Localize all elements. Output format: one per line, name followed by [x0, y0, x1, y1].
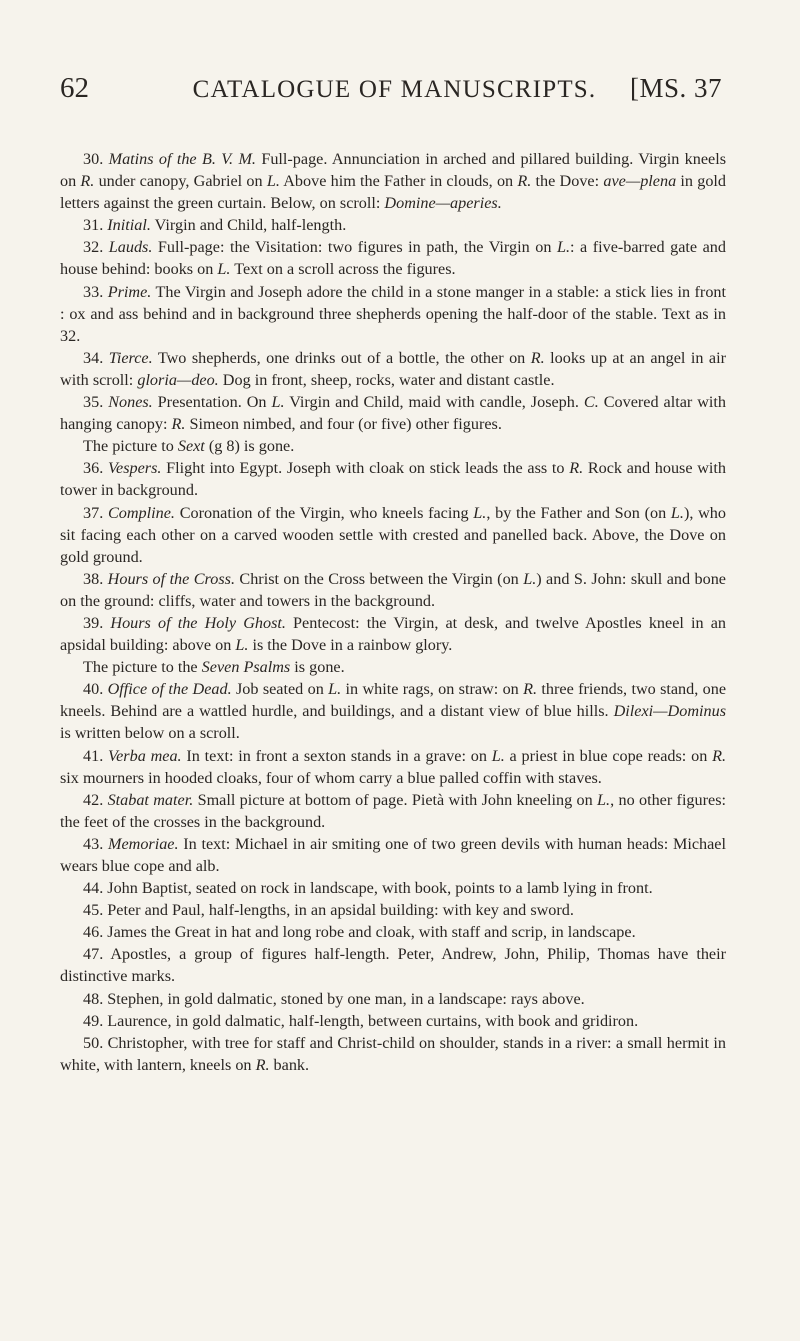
entry-number: 37.	[83, 503, 104, 522]
entry-heading: Lauds.	[108, 238, 153, 257]
entry-number: 40.	[83, 680, 104, 699]
entry-text: is written below on a scroll.	[60, 724, 240, 743]
page-number: 62	[60, 72, 89, 104]
entry-heading: Hours of the Cross.	[107, 569, 235, 588]
italic-text: R.	[523, 680, 538, 699]
entry-number: 31.	[83, 216, 104, 235]
entry-text: , no other figures: the feet of the crosses in the background.	[60, 790, 726, 831]
entry-number: 36.	[83, 459, 104, 478]
entry-text: Above him the Father in clouds, on	[279, 172, 518, 191]
entry-heading: Prime.	[107, 282, 152, 301]
catalogue-entry	[60, 833, 726, 877]
italic-text: L.	[271, 393, 285, 412]
italic-text: R.	[517, 172, 532, 191]
catalogue-entry	[60, 745, 726, 789]
entry-text: looks up at an angel in air with scroll:	[60, 348, 726, 389]
entry-text: Dog in front, sheep, rocks, water and distant castle.	[218, 370, 555, 389]
note-paragraph	[60, 656, 726, 678]
italic-text: L.	[235, 636, 249, 655]
entry-number: 46.	[83, 923, 104, 942]
entry-text: The picture to the	[83, 658, 202, 677]
catalogue-entry	[60, 988, 726, 1010]
entry-heading: Compline.	[107, 503, 175, 522]
italic-text: L.	[597, 790, 611, 809]
entry-number: 32.	[83, 238, 104, 257]
italic-text: R.	[171, 415, 186, 434]
italic-text: Seven Psalms	[201, 658, 291, 677]
entry-text: In text: in front a sexton stands in a grave: on	[181, 746, 492, 765]
entry-text: The picture to	[83, 437, 178, 456]
italic-text: L.	[556, 238, 570, 257]
entry-text: ), who sit facing each other on a carved wooden settle with crested and panelled back. Above, the Dove on gold ground.	[60, 503, 726, 566]
entry-text: Two shepherds, one drinks out of a bottle, the other on	[152, 348, 531, 367]
italic-text: R.	[712, 746, 727, 765]
catalogue-entry	[60, 921, 726, 943]
entry-text: Job seated on	[231, 680, 329, 699]
entry-text: Virgin and Child, maid with candle, Joseph.	[284, 393, 584, 412]
entry-heading: Memoriae.	[107, 834, 179, 853]
entry-text: is gone.	[290, 658, 345, 677]
entry-text: Peter and Paul, half-lengths, in an apsidal building: with key and sword.	[103, 901, 574, 920]
entry-number: 39.	[83, 613, 104, 632]
italic-text: L.	[266, 172, 280, 191]
entry-heading: Nones.	[108, 393, 153, 412]
entry-text: , by the Father and Son (on	[486, 503, 671, 522]
catalogue-entry	[60, 943, 726, 987]
entry-number: 33.	[83, 282, 104, 301]
italic-text: R.	[569, 459, 584, 478]
entry-number: 41.	[83, 746, 104, 765]
catalogue-entries	[60, 148, 726, 1076]
entry-text: The Virgin and Joseph adore the child in a stone manger in a stable: a stick lies in front : ox and ass behind and in background three shepherds opening the half-door of the stable. Text as in 32.	[60, 282, 727, 345]
entry-text: is the Dove in a rainbow glory.	[248, 636, 453, 655]
entry-text: Coronation of the Virgin, who kneels facing	[174, 503, 474, 522]
entry-heading: Initial.	[107, 216, 151, 235]
italic-text: Dilexi—Dominus	[613, 702, 726, 721]
entry-text: Christopher, with tree for staff and Christ-child on shoulder, stands in a river: a small hermit in white, with lantern, kneels on	[60, 1033, 726, 1074]
entry-number: 38.	[83, 569, 104, 588]
entry-text: Flight into Egypt. Joseph with cloak on stick leads the ass to	[161, 459, 570, 478]
catalogue-entry	[60, 214, 726, 236]
entry-number: 42.	[83, 790, 104, 809]
entry-heading: Verba mea.	[108, 746, 182, 765]
entry-number: 45.	[83, 901, 104, 920]
catalogue-entry	[60, 789, 726, 833]
entry-text: six mourners in hooded cloaks, four of whom carry a blue palled coffin with staves.	[60, 768, 602, 787]
entry-text: Covered altar with hanging canopy:	[60, 393, 727, 434]
entry-text: ) and S. John: skull and bone on the ground: cliffs, water and towers in the background.	[60, 569, 726, 610]
entry-text: Simeon nimbed, and four (or five) other figures.	[185, 415, 502, 434]
entry-number: 34.	[83, 348, 104, 367]
entry-heading: Tierce.	[108, 348, 153, 367]
italic-text: R.	[80, 172, 95, 191]
entry-text: the Dove:	[531, 172, 604, 191]
catalogue-entry	[60, 236, 726, 280]
entry-number: 44.	[83, 879, 104, 898]
entry-heading: Stabat mater.	[107, 790, 194, 809]
catalogue-entry	[60, 1032, 726, 1076]
catalogue-entry	[60, 612, 726, 656]
italic-text: gloria—deo.	[137, 370, 219, 389]
entry-number: 49.	[83, 1011, 104, 1030]
italic-text: R.	[255, 1055, 270, 1074]
entry-heading: Office of the Dead.	[107, 680, 232, 699]
italic-text: L.	[491, 746, 505, 765]
italic-text: L.	[523, 569, 537, 588]
catalogue-entry	[60, 347, 726, 391]
entry-text: John Baptist, seated on rock in landscape, with book, points to a lamb lying in front.	[103, 879, 653, 898]
running-title: CATALOGUE OF MANUSCRIPTS.	[192, 76, 597, 103]
entry-text: James the Great in hat and long robe and cloak, with staff and scrip, in landscape.	[103, 923, 636, 942]
entry-text: Presentation. On	[152, 393, 272, 412]
italic-text: Domine—aperies.	[384, 194, 502, 213]
catalogue-entry	[60, 457, 726, 501]
italic-text: Sext	[177, 437, 205, 456]
catalogue-entry	[60, 899, 726, 921]
entry-number: 50.	[83, 1033, 104, 1052]
entry-text: Full-page: the Visitation: two figures in path, the Virgin on	[152, 238, 557, 257]
italic-text: R.	[530, 348, 545, 367]
catalogue-entry	[60, 678, 726, 744]
catalogue-entry	[60, 148, 726, 214]
entry-number: 48.	[83, 989, 104, 1008]
italic-text: ave—plena	[603, 172, 677, 191]
note-paragraph	[60, 435, 726, 457]
entry-text: under canopy, Gabriel on	[94, 172, 267, 191]
entry-heading: Matins of the B. V. M.	[108, 150, 256, 168]
entry-text: Apostles, a group of figures half-length. Peter, Andrew, John, Philip, Thomas have their distinctive marks.	[60, 945, 726, 986]
entry-text: bank.	[269, 1055, 310, 1074]
catalogue-entry	[60, 877, 726, 899]
entry-text: in white rags, on straw: on	[341, 680, 524, 699]
catalogue-entry	[60, 502, 726, 568]
entry-number: 35.	[83, 393, 104, 412]
entry-text: Small picture at bottom of page. Pietà with John kneeling on	[193, 790, 598, 809]
entry-text: Rock and house with tower in background.	[60, 459, 727, 500]
entry-text: three friends, two stand, one kneels. Behind are a wattled hurdle, and buildings, and a distant view of blue hills.	[60, 680, 726, 721]
catalogue-entry	[60, 281, 726, 347]
entry-number: 43.	[83, 834, 104, 853]
italic-text: L.	[328, 680, 342, 699]
shelfmark: [MS. 37	[629, 73, 722, 103]
entry-text: Virgin and Child, half-length.	[150, 216, 347, 235]
italic-text: L.	[473, 503, 487, 522]
catalogue-entry	[60, 391, 726, 435]
italic-text: L.	[217, 260, 231, 279]
catalogue-entry	[60, 568, 726, 612]
catalogue-entry	[60, 1010, 726, 1032]
running-header	[60, 72, 722, 116]
entry-text: a priest in blue cope reads: on	[504, 746, 713, 765]
italic-text: L.	[670, 503, 684, 522]
entry-heading: Vespers.	[107, 459, 162, 478]
entry-text: Text on a scroll across the figures.	[230, 260, 456, 279]
entry-text: In text: Michael in air smiting one of two green devils with human heads: Michael wears blue cope and alb.	[60, 834, 726, 875]
italic-text: C.	[583, 393, 599, 412]
entry-number: 30.	[83, 150, 104, 168]
entry-text: Christ on the Cross between the Virgin (on	[235, 569, 524, 588]
entry-heading: Hours of the Holy Ghost.	[110, 613, 286, 632]
entry-text: Laurence, in gold dalmatic, half-length, between curtains, with book and gridiron.	[103, 1011, 639, 1030]
entry-text: Full-page. Annunciation in arched and pillared building. Virgin kneels on	[60, 150, 726, 191]
entry-text: : a five-barred gate and house behind: books on	[60, 238, 726, 279]
entry-number: 47.	[83, 945, 104, 964]
entry-text: Pentecost: the Virgin, at desk, and twelve Apostles kneel in an apsidal building: above on	[60, 613, 727, 655]
entry-text: (g 8) is gone.	[204, 437, 295, 456]
entry-text: in gold letters against the green curtain. Below, on scroll:	[60, 172, 727, 213]
entry-text: Stephen, in gold dalmatic, stoned by one man, in a landscape: rays above.	[103, 989, 585, 1008]
